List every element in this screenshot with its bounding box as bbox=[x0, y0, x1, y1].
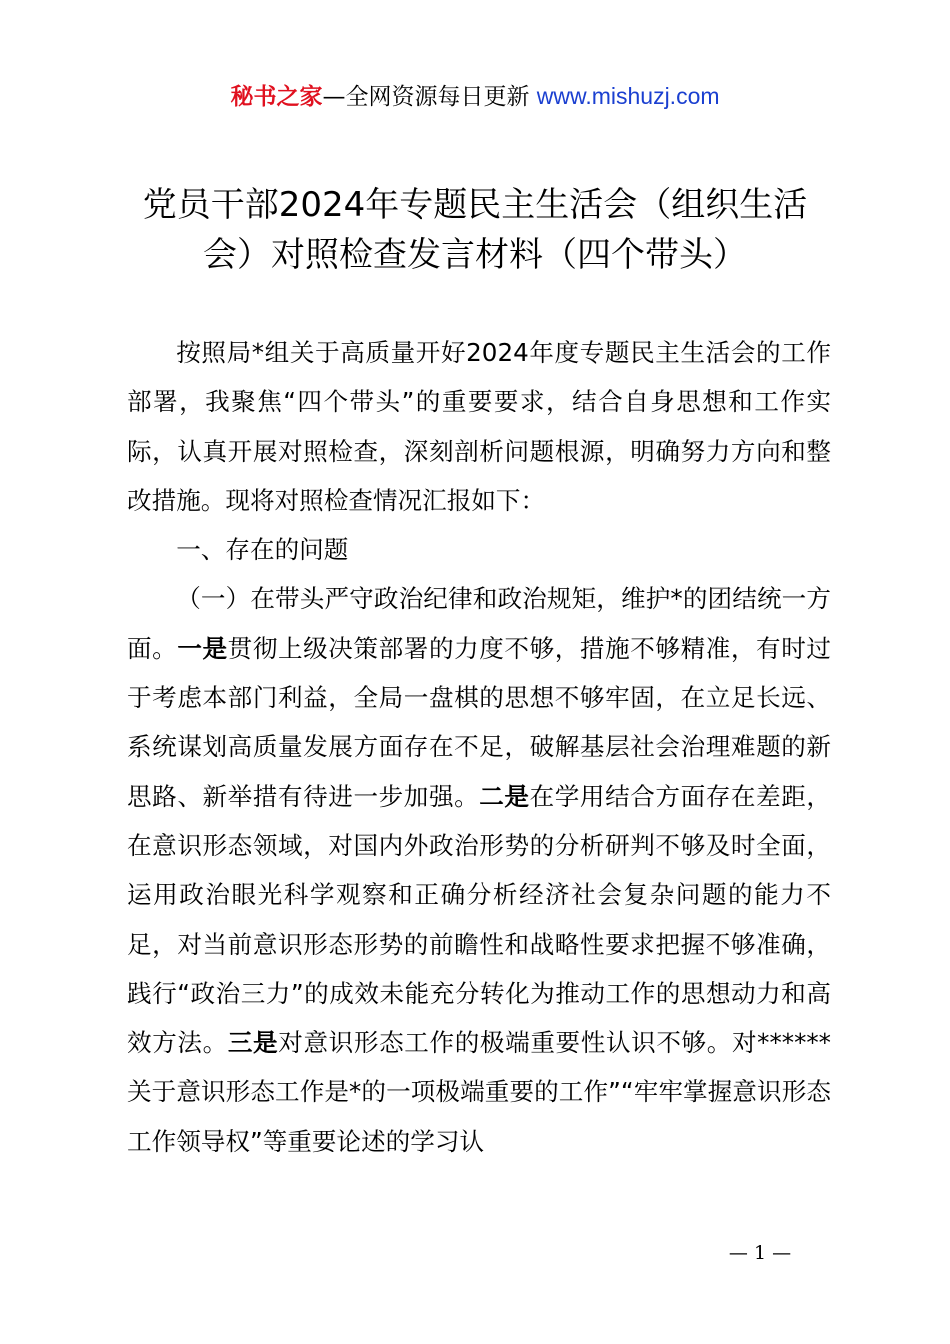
header-tagline: —全网资源每日更新 bbox=[322, 84, 530, 110]
site-header bbox=[0, 80, 950, 113]
point-text: 对意识形态工作的极端重要性认识不够。对******关于意识形态工作是*的一项极端重要的工作”“牢牢掌握意识形态工作领导权”等重要论述的学习认 bbox=[127, 1028, 831, 1156]
point-text: 在学用结合方面存在差距，在意识形态领域，对国内外政治形势的分析研判不够及时全面，运用政治眼光科学观察和正确分析经济社会复杂问题的能力不足，对当前意识形态形势的前瞻性和战略性要求把握不够准确，践行“政治三力”的成效未能充分转化为推动工作的思想动力和高效方法。 bbox=[127, 781, 831, 1058]
point-label: 二是 bbox=[479, 781, 530, 811]
document-title: 党员干部2024年专题民主生活会（组织生活会）对照检查发言材料（四个带头） bbox=[142, 185, 808, 275]
brand-name: 秘书之家 bbox=[230, 84, 323, 110]
document-body bbox=[127, 328, 831, 1166]
section-heading: 一、存在的问题 bbox=[176, 535, 349, 565]
site-url-link[interactable]: www.mishuzj.com bbox=[536, 83, 720, 109]
subsection-lead: （一）在带头严守政治纪律和政治规矩，维护*的团结统一方面。 bbox=[127, 584, 831, 663]
point-text: 贯彻上级决策部署的力度不够，措施不够精准，有时过于考虑本部门利益，全局一盘棋的思想不够牢固，在立足长远、系统谋划高质量发展方面存在不足，破解基层社会治理难题的新思路、新举措有待进一步加强。 bbox=[127, 633, 831, 811]
page-number: — 1 — bbox=[728, 1242, 792, 1264]
point-label: 一是 bbox=[177, 633, 228, 663]
intro-paragraph: 按照局*组关于高质量开好2024年度专题民主生活会的工作部署，我聚焦“四个带头”的重要要求，结合自身思想和工作实际，认真开展对照检查，深刻剖析问题根源，明确努力方向和整改措施。现将对照检查情况汇报如下： bbox=[127, 338, 831, 515]
point-label: 三是 bbox=[227, 1028, 279, 1058]
issue-paragraph bbox=[127, 574, 831, 1166]
